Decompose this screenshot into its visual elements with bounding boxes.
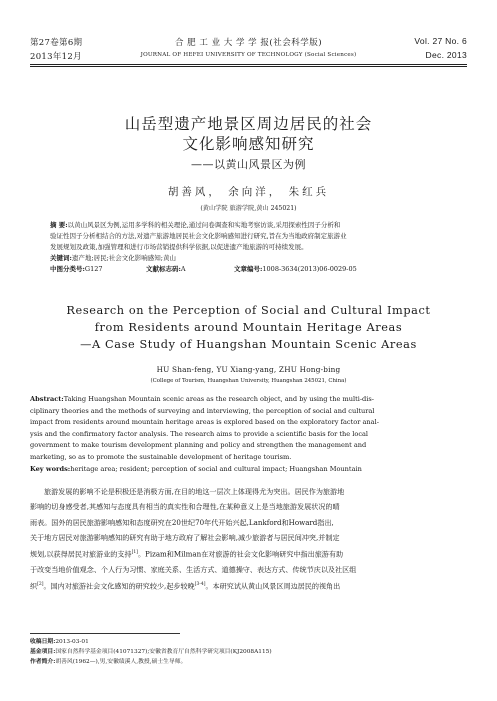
author-bio: 胡善风(1962—),男,安徽绩溪人,教授,硕士生导师。 bbox=[55, 659, 187, 665]
classification-line bbox=[50, 264, 470, 275]
title-cn-line-2: 文化影响感知研究 bbox=[182, 135, 315, 153]
abstract-en bbox=[30, 394, 467, 475]
intro-line-7-b: 。国内对旅游社会文化感知的研究较少,起步较晚 bbox=[43, 581, 195, 591]
abstract-en-line-1: Taking Huangshan Mountain scenic areas as the research object, and by using the multi-dis- bbox=[63, 395, 374, 403]
keywords-cn: 遗产地;居民;社会文化影响感知;黄山 bbox=[71, 254, 176, 262]
citation-3-4: [3-4] bbox=[194, 582, 206, 588]
abstract-en-line-3: impact from residents around mountain heritage areas is explored based on the exploratory factor anal- bbox=[30, 418, 379, 427]
header-rule bbox=[30, 64, 467, 65]
intro-line-7-a: 织 bbox=[30, 581, 38, 591]
author-bio-label: 作者简介: bbox=[30, 659, 56, 665]
clc-label: 中图分类号: bbox=[50, 265, 85, 273]
intro-line-3: 雨表。国外的居民旅游影响感知和态度研究在20世纪70年代开始兴起,Lankford和Howard指出, bbox=[30, 517, 334, 527]
abstract-en-line-5: government to make tourism development planning and policy and strengthen the management and bbox=[30, 441, 367, 450]
received-date: 2013-03-01 bbox=[55, 639, 89, 645]
journal-name-cn: 合 肥 工 业 大 学 学 报(社会科学版) bbox=[174, 38, 323, 48]
issue-date-cn: 2013年12月 bbox=[30, 52, 82, 62]
intro-line-2: 影响的切身感受者,其感知与态度具有相当的真实性和合理性,在某种意义上是当地旅游发展状况的晴 bbox=[30, 502, 340, 512]
intro-line-7 bbox=[30, 577, 467, 594]
issue-number-cn: 第27卷第6期 bbox=[30, 38, 83, 48]
abstract-en-line-4: ysis and the confirmatory factor analysis. The research aims to provide a scientific basis for the local bbox=[30, 429, 369, 438]
intro-line-5 bbox=[30, 545, 467, 562]
article-number: 1008-3634(2013)06-0029-05 bbox=[262, 265, 357, 273]
keywords-en-label: Key words: bbox=[30, 464, 71, 473]
intro-line-6: 于改变当地价值观念、个人行为习惯、家庭关系、生活方式、道德操守、表达方式、传统节庆以及社区组 bbox=[30, 564, 357, 574]
footnote-rule bbox=[30, 633, 180, 634]
affiliation-cn: (黄山学院 旅游学院,黄山 245021) bbox=[200, 205, 297, 212]
abstract-en-line-6: marketing, so as to promote the sustainable development of heritage tourism. bbox=[30, 452, 292, 461]
intro-paragraph bbox=[30, 484, 467, 594]
abstract-en-label: Abstract: bbox=[30, 395, 64, 403]
title-cn-line-1: 山岳型遗产地景区周边居民的社会 bbox=[124, 115, 373, 133]
abstract-cn-line-3: 发展规划及政策,加强管理和进行市场营销提供科学依据,以促进遗产地旅游的可持续发展。 bbox=[50, 243, 308, 251]
keywords-en: heritage area; resident; perception of social and cultural impact; Huangshan Mountain bbox=[70, 464, 362, 473]
citation-1: [1] bbox=[131, 550, 138, 556]
intro-line-5-b: 。Pizam和Milman在对旅游的社会文化影响研究中指出旅游有助 bbox=[137, 549, 344, 559]
header-rule-2 bbox=[30, 66, 467, 67]
authors-en: HU Shan-feng, YU Xiang-yang, ZHU Hong-bing bbox=[156, 365, 341, 374]
intro-line-7-c: 。本研究试从黄山风景区周边居民的视角出 bbox=[205, 581, 341, 591]
keywords-cn-label: 关键词: bbox=[50, 254, 72, 262]
affiliation-en: (College of Tourism, Huangshan University, Huangshan 245021, China) bbox=[150, 378, 347, 384]
abstract-cn bbox=[50, 220, 470, 275]
abstract-en-line-2: ciplinary theories and the methods of surveying and interviewing, the perception of social and cultural bbox=[30, 406, 375, 415]
title-en-line-1: Research on the Perception of Social and Cultural Impact bbox=[66, 304, 431, 317]
abstract-cn-label: 摘 要: bbox=[50, 221, 68, 229]
clc-number: G127 bbox=[84, 265, 103, 273]
title-en-line-3: —A Case Study of Huangshan Mountain Scenic Areas bbox=[80, 338, 417, 351]
issue-number-en: Vol. 27 No. 6 bbox=[414, 36, 467, 46]
article-number-label: 文章编号: bbox=[234, 265, 263, 273]
doc-code-label: 文献标志码: bbox=[146, 265, 181, 273]
intro-line-5-a: 规划,以获得居民对旅游业的支持 bbox=[30, 549, 132, 559]
issue-date-en: Dec. 2013 bbox=[425, 50, 467, 60]
citation-2: [2] bbox=[37, 582, 44, 588]
abstract-cn-line-2: 验证性因子分析相结合的方法,对遗产旅游地居民社会文化影响感知进行研究,旨在为当地政府制定旅游业 bbox=[50, 232, 347, 240]
authors-cn: 胡善风， 余向洋， 朱红兵 bbox=[167, 186, 330, 198]
intro-line-4: 关于地方居民对旅游影响感知的研究有助于地方政府了解社会影响,减少旅游者与居民间冲突,并制定 bbox=[30, 532, 340, 542]
doc-code: A bbox=[180, 265, 186, 273]
intro-line-1: 旅游发展的影响不论是积极还是消极方面,在目的地这一层次上体现得尤为突出。居民作为旅游地 bbox=[44, 487, 345, 496]
fund-label: 基金项目: bbox=[30, 649, 56, 655]
title-en-line-2: from Residents around Mountain Heritage Areas bbox=[94, 321, 403, 334]
subtitle-cn: ——以黄山风景区为例 bbox=[191, 158, 306, 171]
fund-text: 国家自然科学基金项目(41071327);安徽省教育厅自然科学研究项目(KJ2008A115) bbox=[55, 649, 272, 655]
footnotes bbox=[30, 637, 467, 667]
received-label: 收稿日期: bbox=[30, 639, 56, 645]
journal-name-en: JOURNAL OF HEFEI UNIVERSITY OF TECHNOLOGY (Social Sciences) bbox=[140, 52, 357, 58]
abstract-cn-line-1: 以黄山风景区为例,运用多学科的相关理论,通过问卷调查和实地考察访谈,采用探索性因子分析和 bbox=[67, 221, 341, 229]
